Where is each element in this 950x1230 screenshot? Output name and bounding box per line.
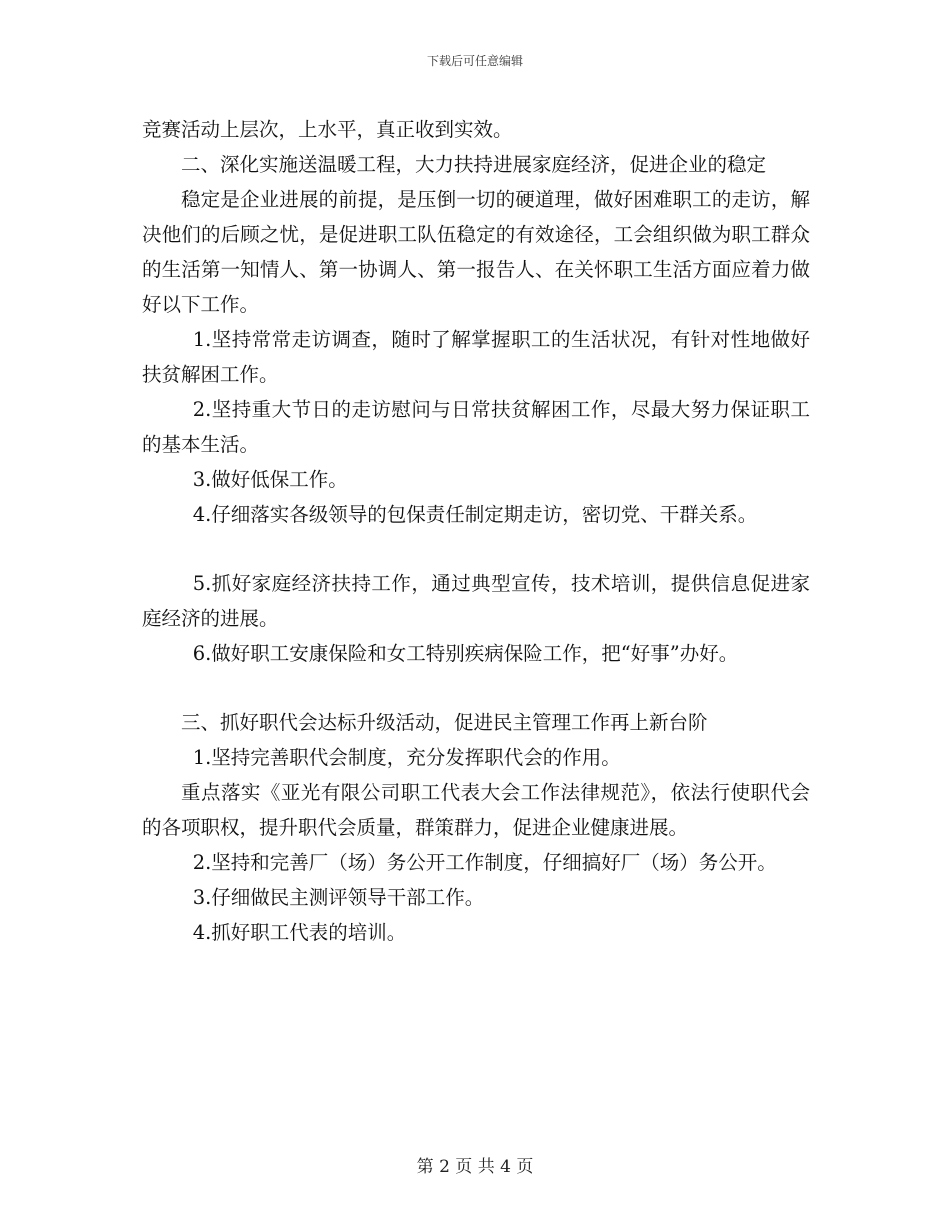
paragraph-regulations: 重点落实《亚光有限公司职工代表大会工作法律规范》，依法行使职代会的各项职权，提升职代会质量，群策群力，促进企业健康进展。 bbox=[142, 781, 810, 839]
paragraph-stability: 稳定是企业进展的前提，是压倒一切的硬道理，做好困难职工的走访，解决他们的后顾之忧，是促进职工队伍稳定的有效途径，工会组织做为职工群众的生活第一知情人、第一协调人、第一报告人、在关怀职工生活方面应着力做好以下工作。 bbox=[142, 188, 810, 316]
page-header-note: 下载后可任意编辑 bbox=[426, 54, 523, 68]
list-item-3-3: 3.仔细做民主测评领导干部工作。 bbox=[192, 886, 485, 909]
list-item-2: 2.坚持重大节日的走访慰问与日常扶贫解困工作，尽最大努力保证职工的基本生活。 bbox=[142, 398, 810, 456]
list-item-4: 4.仔细落实各级领导的包保责任制定期走访，密切党、干群关系。 bbox=[192, 503, 758, 526]
document-body bbox=[142, 112, 810, 950]
list-item-3-1: 1.坚持完善职代会制度，充分发挥职代会的作用。 bbox=[192, 746, 621, 769]
list-item-3: 3.做好低保工作。 bbox=[192, 468, 348, 491]
list-item-6: 6.做好职工安康保险和女工特别疾病保险工作，把“好事”办好。 bbox=[192, 642, 739, 665]
list-item-1: 1.坚持常常走访调查，随时了解掌握职工的生活状况，有针对性地做好扶贫解困工作。 bbox=[142, 328, 810, 386]
list-item-3-4: 4.抓好职工代表的培训。 bbox=[192, 921, 407, 944]
paragraph-continuation: 竞赛活动上层次，上水平，真正收到实效。 bbox=[142, 118, 513, 141]
list-item-5: 5.抓好家庭经济扶持工作，通过典型宣传，技术培训，提供信息促进家庭经济的进展。 bbox=[142, 572, 810, 630]
page-number: 第 2 页 共 4 页 bbox=[416, 1157, 534, 1177]
section-heading-3: 三、抓好职代会达标升级活动，促进民主管理工作再上新台阶 bbox=[181, 711, 708, 734]
section-heading-2: 二、深化实施送温暖工程，大力扶持进展家庭经济，促进企业的稳定 bbox=[181, 153, 767, 176]
list-item-3-2: 2.坚持和完善厂（场）务公开工作制度，仔细搞好厂（场）务公开。 bbox=[192, 851, 777, 874]
